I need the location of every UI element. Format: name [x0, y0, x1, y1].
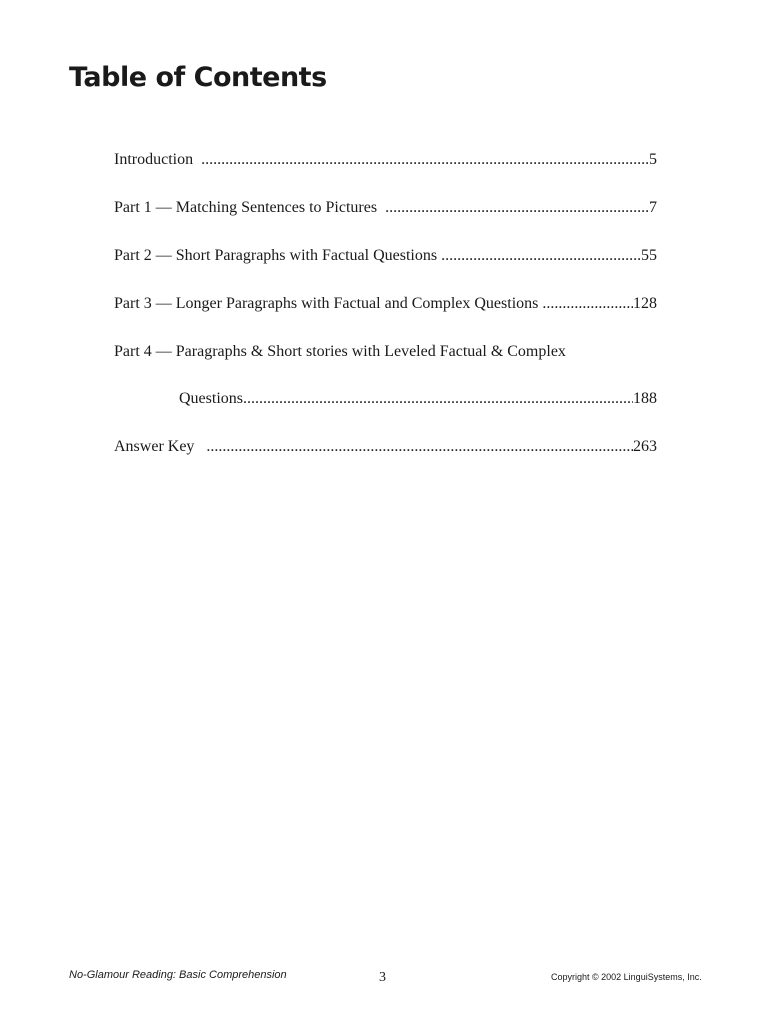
toc-entry-part-2	[114, 247, 657, 265]
toc-leader-dots	[385, 199, 649, 217]
toc-entry-part-3	[114, 295, 657, 313]
toc-entry-part-1	[114, 199, 657, 217]
toc-entry-introduction	[114, 151, 657, 169]
footer-copyright: Copyright © 2002 LinguiSystems, Inc.	[551, 972, 702, 982]
page-title: Table of Contents	[69, 62, 327, 93]
toc-entry-page: 263	[633, 438, 657, 455]
toc-leader-dots	[201, 151, 649, 169]
toc-entry-part-4	[114, 343, 657, 361]
toc-entry-page: 5	[649, 151, 657, 168]
footer-book-title: No-Glamour Reading: Basic Comprehension	[69, 969, 287, 981]
toc-entry-label: Part 1 — Matching Sentences to Pictures	[114, 199, 378, 216]
toc-entry-page: 7	[649, 199, 657, 216]
toc-entry-page: 128	[633, 295, 657, 312]
toc-leader-dots	[542, 295, 633, 313]
toc-entry-part-4-continuation	[179, 390, 657, 408]
toc-leader-dots	[441, 247, 641, 265]
footer-page-number: 3	[379, 970, 386, 985]
toc-entry-label: Part 3 — Longer Paragraphs with Factual and Complex Questions	[114, 295, 539, 312]
toc-entry-page: 188	[633, 390, 657, 407]
toc-leader-dots	[243, 390, 633, 408]
toc-entry-label: Introduction	[114, 151, 194, 168]
toc-entry-label-continuation: Questions	[179, 390, 243, 407]
toc-entry-page: 55	[641, 247, 657, 264]
toc-entry-label: Part 2 — Short Paragraphs with Factual Questions	[114, 247, 438, 264]
toc-entry-answer-key	[114, 438, 657, 456]
toc-entry-label: Part 4 — Paragraphs & Short stories with Leveled Factual & Complex	[114, 343, 566, 360]
toc-entry-label: Answer Key	[114, 438, 195, 455]
toc-leader-dots	[206, 438, 633, 456]
